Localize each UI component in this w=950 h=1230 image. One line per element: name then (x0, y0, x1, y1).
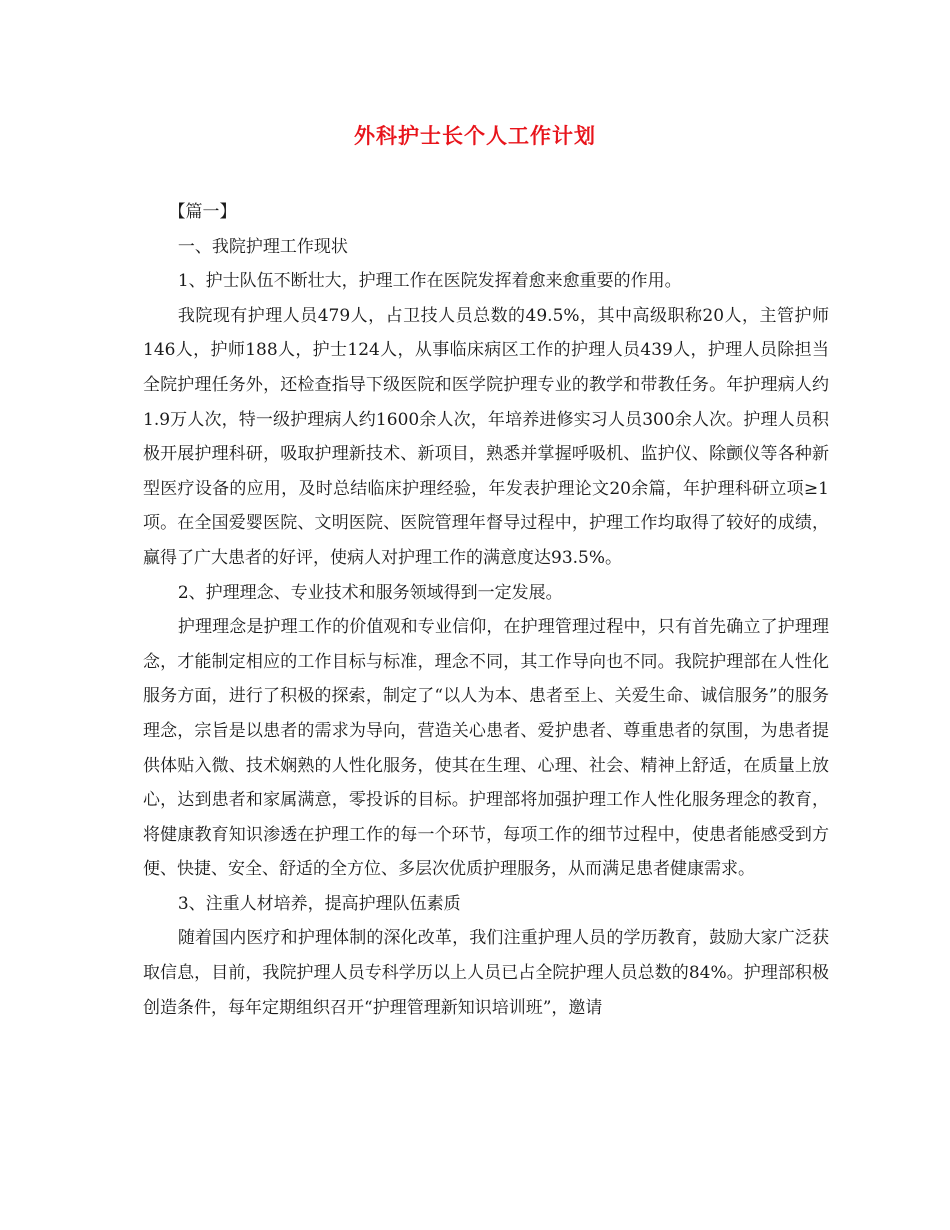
body-paragraph: 我院现有护理人员479人，占卫技人员总数的49.5%，其中高级职称20人，主管护师146人，护师188人，护士124人，从事临床病区工作的护理人员439人，护理人员除担当全院护理任务外，还检查指导下级医院和医学院护理专业的教学和带教任务。年护理病人约1.9万人次，特一级护理病人约1600余人次，年培养进修实习人员300余人次。护理人员积极开展护理科研，吸取护理新技术、新项目，熟悉并掌握呼吸机、监护仪、除颤仪等各种新型医疗设备的应用，及时总结临床护理经验，年发表护理论文20余篇，年护理科研立项≥1项。在全国爱婴医院、文明医院、医院管理年督导过程中，护理工作均取得了较好的成绩，赢得了广大患者的好评，使病人对护理工作的满意度达93.5%。 (143, 305, 829, 568)
body-paragraph: 随着国内医疗和护理体制的深化改革，我们注重护理人员的学历教育，鼓励大家广泛获取信息，目前，我院护理人员专科学历以上人员已占全院护理人员总数的84%。护理部积极创造条件，每年定期组织召开“护理管理新知识培训班”，邀请 (143, 928, 829, 1018)
document-body (143, 195, 829, 1025)
subsection-heading: 一、我院护理工作现状 (177, 236, 348, 257)
point-heading: 2、护理理念、专业技术和服务领域得到一定发展。 (177, 582, 563, 603)
document-title: 外科护士长个人工作计划 (354, 123, 596, 148)
section-heading: 【篇一】 (168, 202, 237, 222)
point-heading: 1、护士队伍不断壮大，护理工作在医院发挥着愈来愈重要的作用。 (177, 271, 682, 292)
body-paragraph: 护理理念是护理工作的价值观和专业信仰，在护理管理过程中，只有首先确立了护理理念，才能制定相应的工作目标与标准，理念不同，其工作导向也不同。我院护理部在人性化服务方面，进行了积极的探索，制定了“以人为本、患者至上、关爱生命、诚信服务”的服务理念，宗旨是以患者的需求为导向，营造关心患者、爱护患者、尊重患者的氛围，为患者提供体贴入微、技术娴熟的人性化服务，使其在生理、心理、社会、精神上舒适，在质量上放心，达到患者和家属满意，零投诉的目标。护理部将加强护理工作人性化服务理念的教育，将健康教育知识渗透在护理工作的每一个环节，每项工作的细节过程中，使患者能感受到方便、快捷、安全、舒适的全方位、多层次优质护理服务，从而满足患者健康需求。 (143, 617, 829, 880)
point-heading: 3、注重人材培养，提高护理队伍素质 (177, 893, 461, 914)
